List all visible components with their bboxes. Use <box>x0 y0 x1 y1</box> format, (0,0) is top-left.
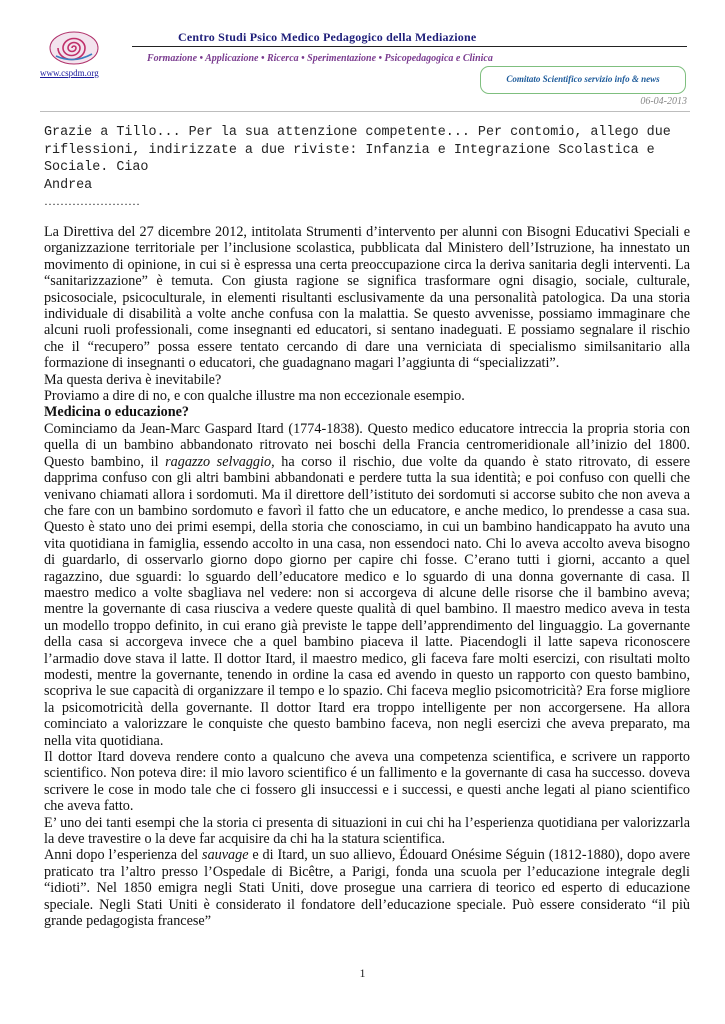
paragraph: Il dottor Itard doveva rendere conto a qualcuno che aveva una competenza scientifica, e scrivere un rapporto scientifico. Non poteva dire: il mio lavoro scientifico é un fallimento e la governante di casa ha successo. doveva scrivere le cose in modo tale che ci fossero gli insuccessi e i successi, e questi anche legati al piano scientifico che aveva fatto. <box>44 749 690 815</box>
header-subtitle: Formazione • Applicazione • Ricerca • Sperimentazione • Psicopedagogica e Clinica <box>147 53 493 64</box>
paragraph: La Direttiva del 27 dicembre 2012, intitolata Strumenti d’intervento per alunni con Bisogni Educativi Speciali e organizzazione territoriale per l’inclusione scolastica, pubblicata dal Ministero dell’Istruzione, ha innestato un movimento di opinione, in cui si è espressa una certa preoccupazione circa la deriva sanitaria degli interventi. La “sanitarizzazione” è temuta. Con giusta ragione se significa trasformare ogni disagio, sociale, culturale, psicosociale, psicoculturale, in elementi risultanti esclusivamente da una personalità patologica. Da una storia individuale di disabilità a volte anche confusa con la malattia. Se questo avvenisse, possiamo immaginare che alcuni ruoli professionali, come insegnanti ed educatori, si sentano inadeguati. E possiamo segnalare il rischio che il “recupero” possa essere tentato cercando di dare una verniciata di specialismo similsanitario alla formazione di insegnanti o educatori, che guadagnano magari l’aggiunta di “specializzati”. <box>44 224 690 372</box>
paragraph <box>44 421 690 749</box>
date-divider <box>40 111 690 112</box>
paragraph: Proviamo a dire di no, e con qualche illustre ma non eccezionale esempio. <box>44 388 465 405</box>
text-run: , ha corso il rischio, due volte da quando è stato ritrovato, di essere dapprima confuso con gli altri bambini abbandonati e perdere tutta la sua identità; e poi confuso con quelli che venivano chiamati allora i sordomuti. Ma il direttore dell’istituto dei sordomuti si accorse subito che non aveva a che fare con un bambino sordomuto e favorì il fatto che un educatore, e anche medico, lo prendesse a casa sua. Questo è stato uno dei primi esempi, della storia che conosciamo, in cui un bambino handicappato ha avuto una vita quotidiana in famiglia, essendo accolto in una casa, non essendoci nato. Chi lo aveva accolto aveva bisogno di guardarlo, di osservarlo giorno dopo giorno per capire chi fosse. C’erano tutti i giorni, accanto a quel ragazzino, due sguardi: lo sguardo dell’educatore medico e lo sguardo di una donna governante di casa. Il maestro medico a volte sbagliava nel vedere: non si accorgeva di alcune delle risorse che il bambino aveva; mentre la governante di casa riusciva a vedere queste qualità di quel bambino. Il maestro medico aveva in testa un modello troppo definito, in cui erano già previste le tappe dell’apprendimento del linguaggio. La governante della casa si accorgeva invece che a quel bambino piaceva il latte. Piacendogli il latte sapeva riconoscere l’armadio dove stava il latte. Il dottor Itard, il maestro medico, gli faceva fare molti esercizi, con risultati molto modesti, mentre la governante, tenendo in ordine la casa ed avendo in questo un rapporto con questo bambino, scopriva le sue capacità di organizzare il tempo e lo spazio. Chi faceva meglio psicomotricità? Era forse migliore la psicomotricità della governante. Il dottor Itard era troppo intelligente per non accorgersene. Ha allora cominciato a valorizzare le conquiste che questo bambino faceva, non negli esercizi che aveva preparato, ma nella vita quotidiana. <box>44 453 690 749</box>
news-badge <box>480 66 686 94</box>
text-run: Cominciamo da Jean-Marc Gaspard Itard (1774-1838). Questo medico educatore intreccia la propria storia con quella di un bambino abbandonato ritrovato nei boschi della Francia centromeridionale all’inizio del 1800. Questo bambino, il <box>44 420 690 470</box>
section-heading: Medicina o educazione? <box>44 404 190 421</box>
spiral-logo-icon <box>48 30 100 66</box>
website-link[interactable]: www.cspdm.org <box>40 68 99 78</box>
paragraph <box>44 847 690 929</box>
paragraph: Ma questa deriva è inevitabile? <box>44 371 222 388</box>
page-number: 1 <box>359 966 366 980</box>
organization-title: Centro Studi Psico Medico Pedagogico della Mediazione <box>178 30 477 44</box>
document-date: 06-04-2013 <box>640 96 687 107</box>
text-run: e di Itard, un suo allievo, Édouard Onésime Séguin (1812-1880), dopo avere praticato tra l’altro presso l’Ospedale di Bicêtre, a Parigi, fonda una scuola per l’educazione integrale degli “idioti”. Nel 1850 emigra negli Stati Uniti, dove prosegue una carriera di teorico ed esperto di educazione speciale. Negli Stati Uniti è considerato il fondatore dell’educazione speciale. Può essere considerato “il più grande pedagogista francese” <box>44 847 691 930</box>
cover-note: Grazie a Tillo... Per la sua attenzione competente... Per contomio, allego due riflessioni, indirizzate a due riviste: Infanzia e Integrazione Scolastica e Sociale. Ciao Andrea <box>44 125 671 193</box>
article-body <box>44 224 690 929</box>
header-divider <box>132 46 687 47</box>
news-badge-label: Comitato Scientifico servizio info & news <box>506 74 660 84</box>
emphasis-text: sauvage <box>202 847 249 864</box>
paragraph: E’ uno dei tanti esempi che la storia ci presenta di situazioni in cui chi ha l’esperienza quotidiana per valorizzarla la deve travestire o la deve far acquisire da chi ha la statura scientifica. <box>44 814 690 848</box>
text-run: Anni dopo l’esperienza del <box>44 847 203 864</box>
emphasis-text: ragazzo selvaggio <box>165 453 272 470</box>
separator-dots: …………………… <box>44 194 140 208</box>
